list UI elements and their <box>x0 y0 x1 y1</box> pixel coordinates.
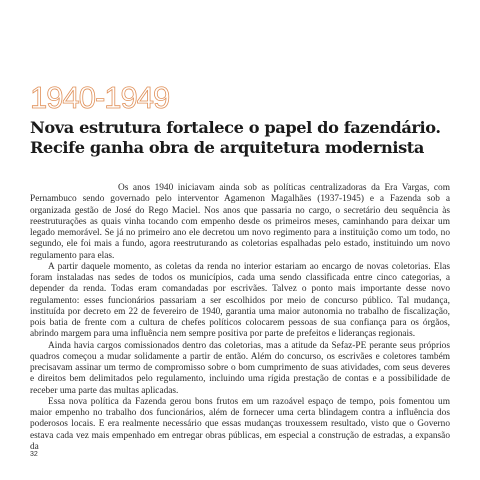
headline-line-1: Nova estrutura fortalece o papel do fazendário. <box>30 118 441 137</box>
body-paragraph-2: A partir daquele momento, as coletas da renda no interior estariam ao encargo de novas coletorias. Elas foram instaladas nas sedes de todos os municípios, cada uma sendo classificada entre cinco categorias, a depender da renda. Todas eram comandadas por escrivães. Talvez o ponto mais importante desse novo regulamento: esses funcionários passariam a ser escolhidos por meio de concurso público. Tal mudança, instituída por decreto em 22 de fevereiro de 1940, garantia uma maior autonomia no trabalho de fiscalização, pois batia de frente com a cultura de chefes políticos colocarem pessoas de sua confiança para os órgãos, abrindo margem para uma influência nem sempre positiva por parte de prefeitos e lideranças regionais. <box>30 261 450 340</box>
article-body <box>30 183 450 453</box>
headline-line-2: Recife ganha obra de arquitetura modernista <box>30 138 424 157</box>
body-paragraph-3: Ainda havia cargos comissionados dentro das coletorias, mas a atitude da Sefaz-PE perante seus próprios quadros começou a mudar solidamente a partir de então. Além do concurso, os escrivães e coletores também precisavam assinar um termo de compromisso sobre o bom cumprimento de suas atividades, com seus deveres e direitos bem delimitados pelo regulamento, incluindo uma rígida prestação de contas e a possibilidade de receber uma parte das multas aplicadas. <box>30 340 450 396</box>
body-paragraph-4: Essa nova política da Fazenda gerou bons frutos em um razoável espaço de tempo, pois fomentou um maior empenho no trabalho dos funcionários, além de fornecer uma certa blindagem contra a influência dos poderosos locais. E era realmente necessário que essas mudanças trouxessem resultado, visto que o Governo estava cada vez mais empenhado em entregar obras públicas, em especial a construção de estradas, a expansão da <box>30 396 450 452</box>
page-number: 32 <box>30 451 38 458</box>
article-headline <box>30 118 460 158</box>
period-heading: 1940-1949 <box>30 80 170 115</box>
body-paragraph-1: Os anos 1940 iniciavam ainda sob as políticas centralizadoras da Era Vargas, com Pernambuco sendo governado pelo interventor Agamenon Magalhães (1937-1945) e a Fazenda sob a organizada gestão de José do Rego Maciel. Nos anos que passaria no cargo, o secretário deu sequência às reestruturações as quais vinha tocando com empenho desde os primeiros meses, caminhando para deixar um legado memorável. Se já no primeiro ano ele decretou um novo regimento para a instituição como um todo, no segundo, ele foi mais a fundo, agora reestruturando as coletorias espalhadas pelo estado, instituindo um novo regulamento para elas. <box>30 183 450 261</box>
